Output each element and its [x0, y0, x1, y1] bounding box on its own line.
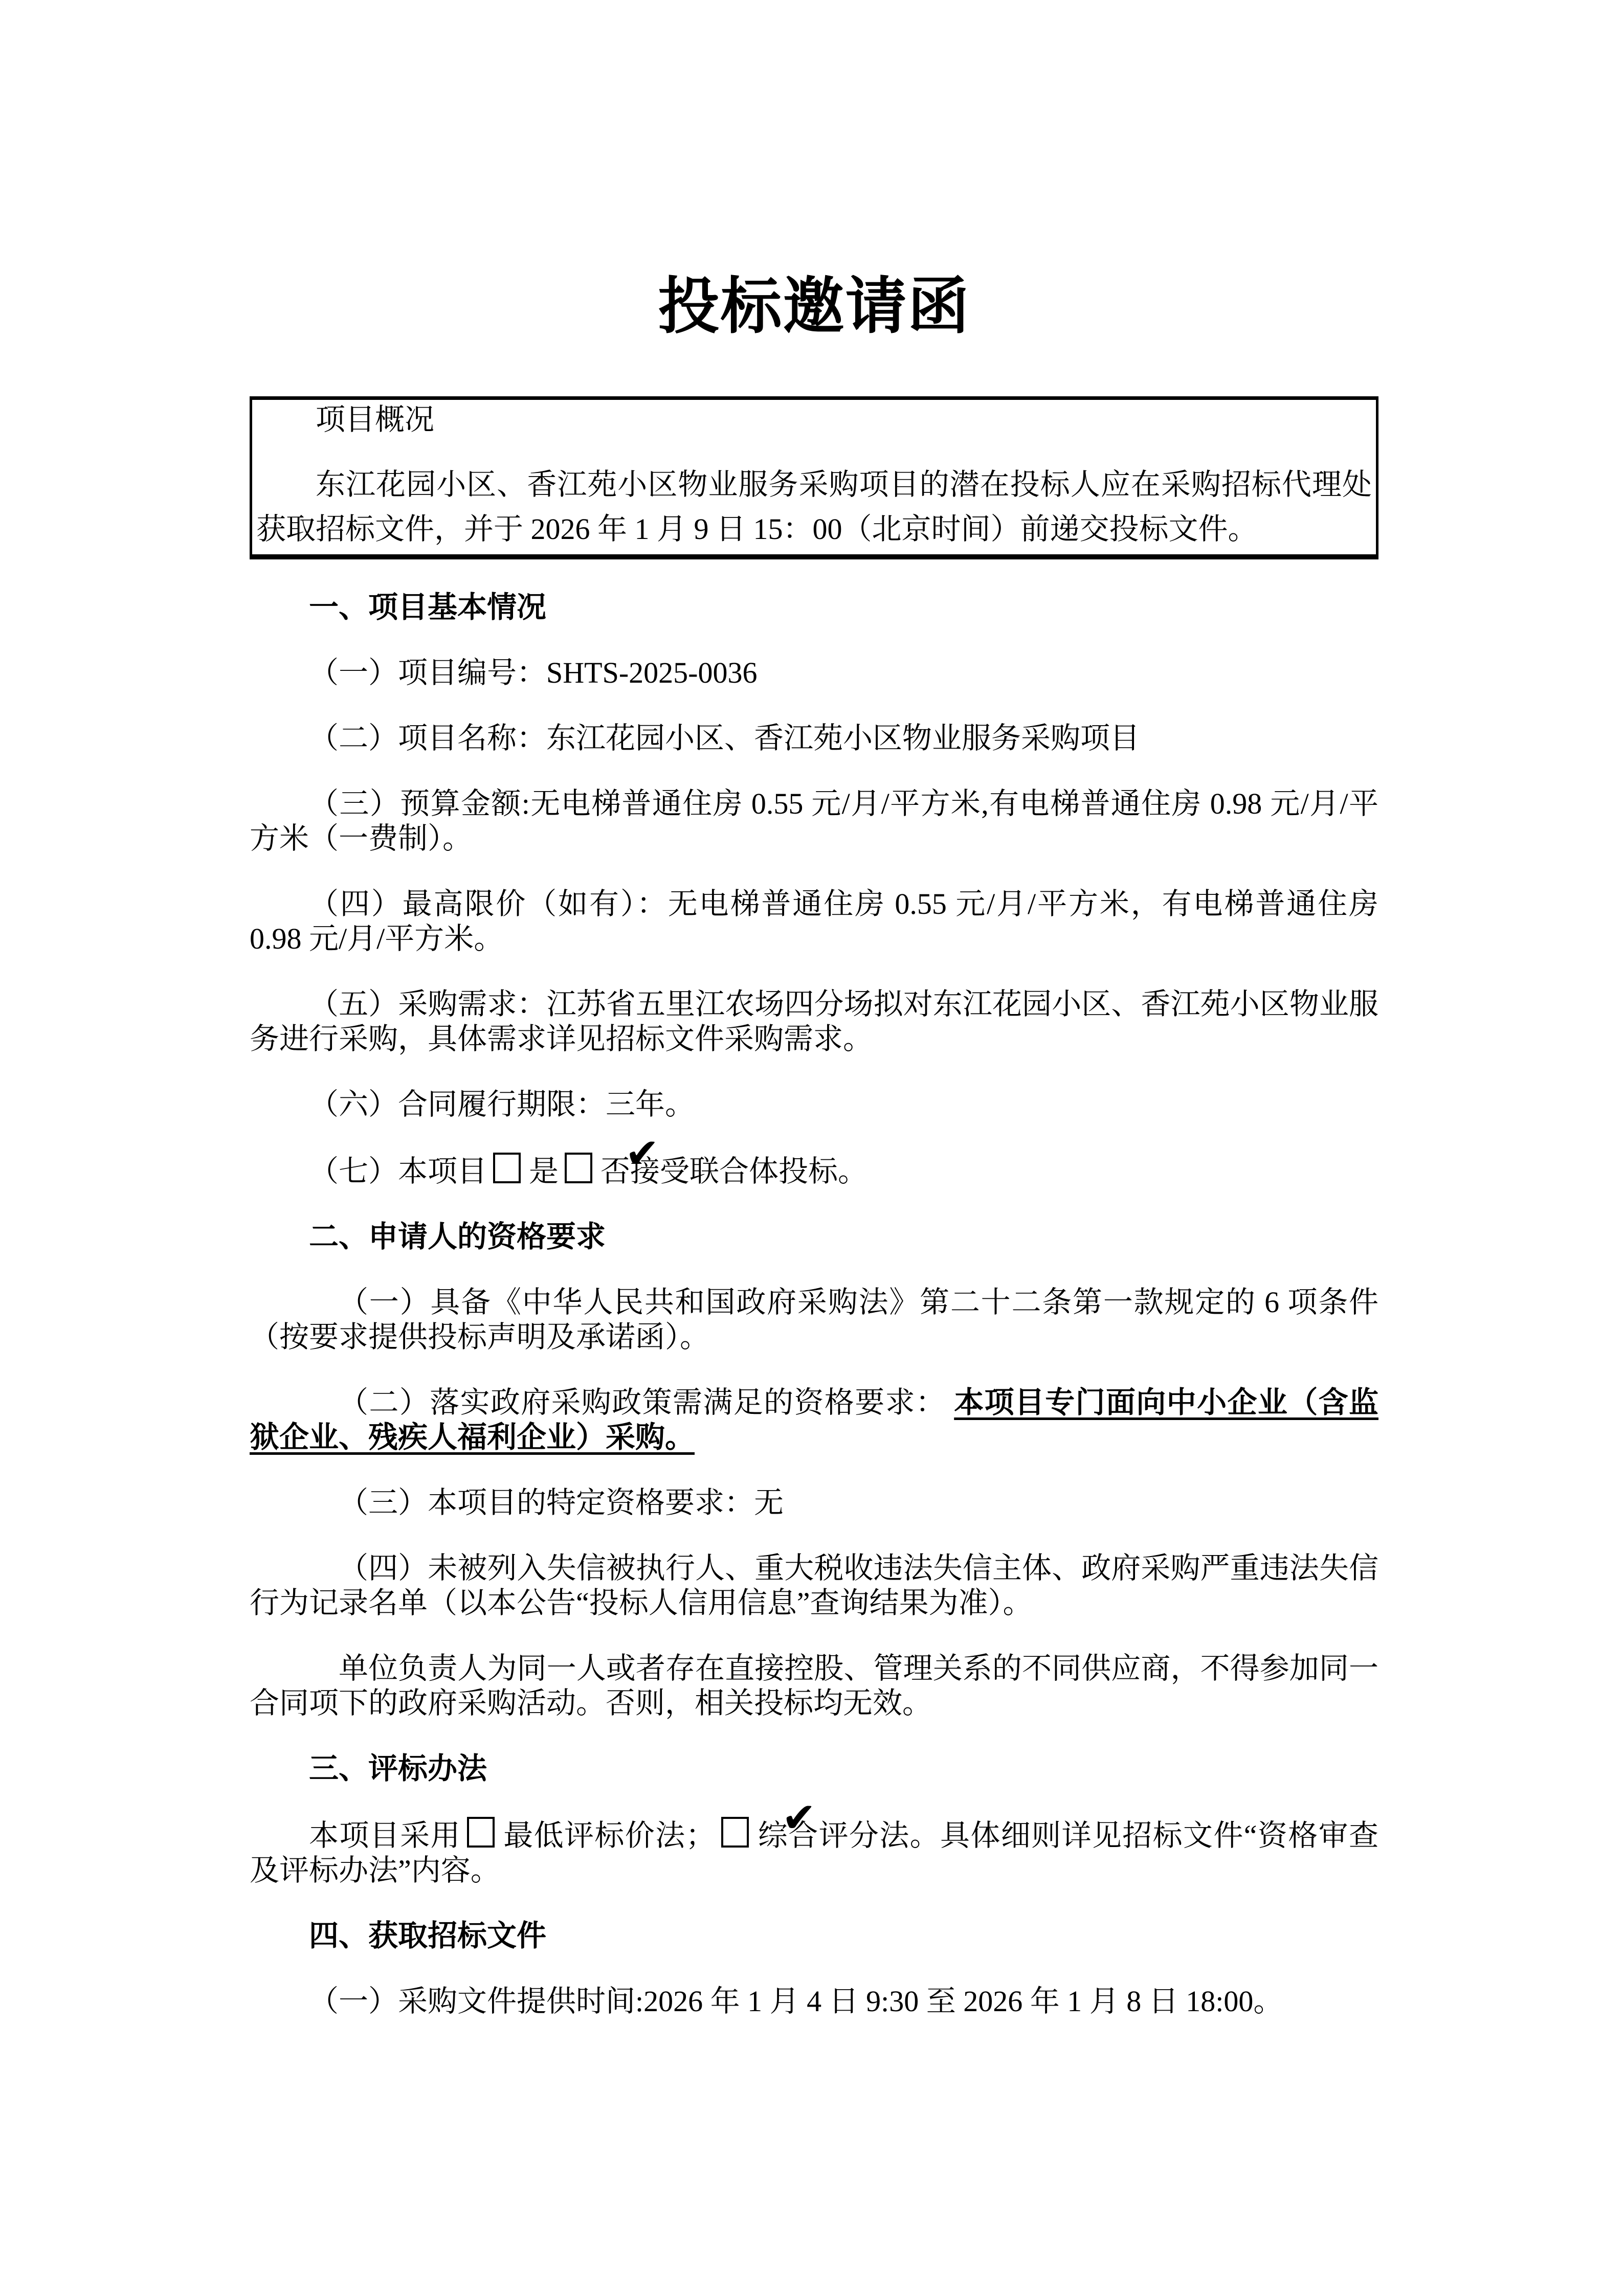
s1-item-budget: （三）预算金额:无电梯普通住房 0.55 元/月/平方米,有电梯普通住房 0.98 元/月/平方米（一费制）。 — [250, 787, 1378, 855]
checkbox-checked-icon — [565, 1153, 592, 1183]
checkbox-unchecked-icon — [467, 1817, 495, 1848]
consortium-yes-label: 是 — [529, 1155, 559, 1188]
section-1-heading: 一、项目基本情况 — [309, 591, 547, 624]
s1-item-price-cap: （四）最高限价（如有）：无电梯普通住房 0.55 元/月/平方米，有电梯普通住房 0.98 元/月/平方米。 — [250, 887, 1378, 955]
s2-item-conditions: （一）具备《中华人民共和国政府采购法》第二十二条第一款规定的 6 项条件（按要求提供投标声明及承诺函）。 — [250, 1286, 1378, 1354]
method-comprehensive-label: 综合评分法。具体细则详见招标文件“资格审查及评标办法”内容。 — [250, 1819, 1378, 1887]
policy-sme-statement: 本项目专门面向中小企业（含监狱企业、残疾人福利企业）采购。 — [250, 1386, 1378, 1454]
s3-evaluation-method — [250, 1817, 1378, 1888]
consortium-prefix: （七）本项目 — [309, 1155, 487, 1188]
s2-item-credit-record: （四）未被列入失信被执行人、重大税收违法失信主体、政府采购严重违法失信行为记录名单（以本公告“投标人信用信息”查询结果为准）。 — [250, 1551, 1378, 1619]
overview-text: 东江花园小区、香江苑小区物业服务采购项目的潜在投标人应在采购招标代理处获取招标文件，并于 2026 年 1 月 9 日 15：00（北京时间）前递交投标文件。 — [256, 468, 1372, 546]
method-lowest-price-label: 最低评标价法； — [502, 1819, 716, 1852]
s1-item-project-name: （二）项目名称：东江花园小区、香江苑小区物业服务采购项目 — [309, 722, 1140, 755]
section-3-heading: 三、评标办法 — [309, 1752, 487, 1785]
overview-label: 项目概况 — [316, 403, 435, 436]
s1-item-procurement-demand: （五）采购需求：江苏省五里江农场四分场拟对东江花园小区、香江苑小区物业服务进行采购，具体需求详见招标文件采购需求。 — [250, 987, 1378, 1055]
s1-item-project-number: （一）项目编号：SHTS-2025-0036 — [309, 656, 758, 689]
page-title: 投标邀请函 — [658, 273, 970, 341]
checkbox-unchecked-icon — [493, 1153, 521, 1183]
section-4-heading: 四、获取招标文件 — [309, 1919, 547, 1952]
document-content — [250, 0, 1378, 2019]
checkbox-checked-icon — [721, 1817, 749, 1848]
section-2-heading: 二、申请人的资格要求 — [309, 1220, 606, 1253]
s2-item-specific-qualification: （三）本项目的特定资格要求：无 — [339, 1486, 784, 1519]
s1-item-contract-term: （六）合同履行期限：三年。 — [309, 1088, 695, 1121]
project-overview-box — [250, 396, 1378, 559]
s4-item-document-time: （一）采购文件提供时间:2026 年 1 月 4 日 9:30 至 2026 年 1 月 8 日 18:00。 — [309, 1985, 1283, 2018]
policy-requirement-label: （二）落实政府采购政策需满足的资格要求： — [339, 1386, 954, 1419]
method-prefix: 本项目采用 — [309, 1819, 461, 1852]
consortium-no-label: 否接受联合体投标。 — [600, 1155, 868, 1188]
s2-note-same-responsible-person: 单位负责人为同一人或者存在直接控股、管理关系的不同供应商，不得参加同一合同项下的政府采购活动。否则，相关投标均无效。 — [250, 1652, 1378, 1720]
s2-item-policy — [250, 1385, 1378, 1455]
s1-item-consortium — [250, 1153, 1378, 1189]
